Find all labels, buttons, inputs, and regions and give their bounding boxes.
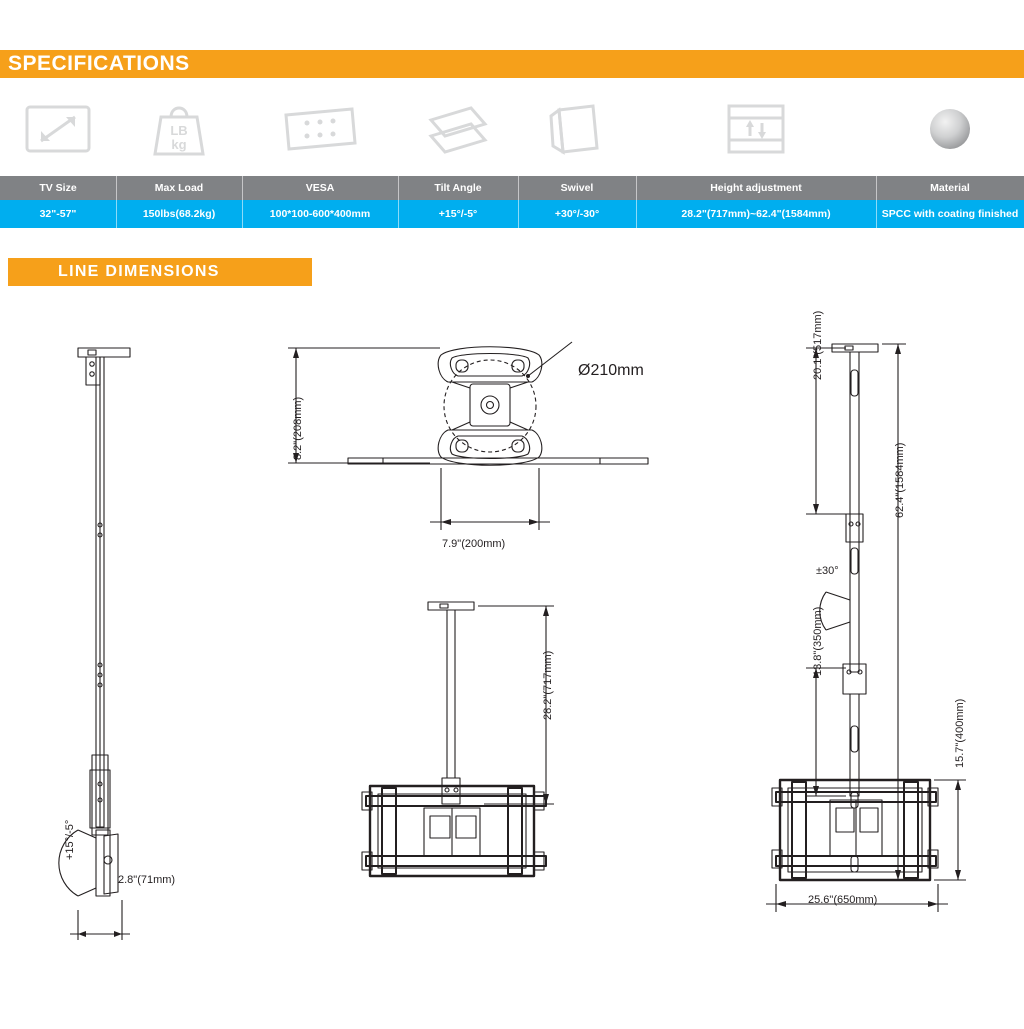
divider [518,176,519,200]
label-top-view-width: 7.9"(200mm) [442,538,506,550]
front-view [362,602,554,876]
label-tilt-angle: +15°/-5° [64,819,76,860]
right-view [766,344,966,912]
column-header-material: Material [930,182,970,194]
tilt-angle-icon [398,84,518,174]
divider [242,176,243,200]
label-total-height: 62.4"(1584mm) [894,442,906,518]
max-load-icon [116,84,242,174]
label-diameter: Ø210mm [578,362,644,379]
cell-height-adjustment: 28.2"(717mm)~62.4"(1584mm) [681,208,831,220]
divider [636,176,637,200]
tv-size-icon [0,84,116,174]
label-lower-pole: 13.8"(350mm) [812,606,824,676]
divider [636,200,637,228]
label-vesa-height: 15.7"(400mm) [954,698,966,768]
cell-max-load: 150lbs(68.2kg) [142,208,216,220]
cell-tv-size: 32"-57" [39,208,77,220]
line-dimensions-title: LINE DIMENSIONS [58,263,220,280]
column-header-tv-size: TV Size [39,182,77,194]
svg-text:kg: kg [171,137,187,152]
divider [398,200,399,228]
divider [116,200,117,228]
divider [398,176,399,200]
divider [242,200,243,228]
divider [518,200,519,228]
label-upper-pole: 20.1"(517mm) [812,310,824,380]
column-header-swivel: Swivel [560,182,594,194]
spec-table-header [0,176,1024,200]
cell-tilt-angle: +15°/-5° [438,208,478,220]
label-depth: 2.8"(71mm) [118,874,176,886]
swivel-icon [518,84,636,174]
spec-icon-row [0,84,1024,174]
cell-vesa: 100*100-600*400mm [269,208,371,220]
line-drawings [0,300,1024,1024]
divider [876,176,877,200]
label-top-view-height: 8.2"(208mm) [292,396,304,460]
column-header-max-load: Max Load [154,182,204,194]
column-header-tilt-angle: Tilt Angle [434,182,482,194]
svg-text:LB: LB [170,123,188,138]
vesa-icon [242,84,398,174]
spec-table-row [0,200,1024,228]
label-drop-length: 28.2"(717mm) [542,650,554,720]
divider [876,200,877,228]
specifications-title: SPECIFICATIONS [8,52,190,75]
height-adjustment-icon [636,84,876,174]
label-swivel-angle: ±30° [816,565,839,577]
technical-drawings-svg [0,300,1024,1024]
material-icon [876,84,1024,174]
cell-swivel: +30°/-30° [554,208,600,220]
divider [116,176,117,200]
column-header-height-adjustment: Height adjustment [710,182,802,194]
column-header-vesa: VESA [305,182,335,194]
label-bracket-width: 25.6"(650mm) [808,894,878,906]
cell-material: SPCC with coating finished [881,208,1019,220]
